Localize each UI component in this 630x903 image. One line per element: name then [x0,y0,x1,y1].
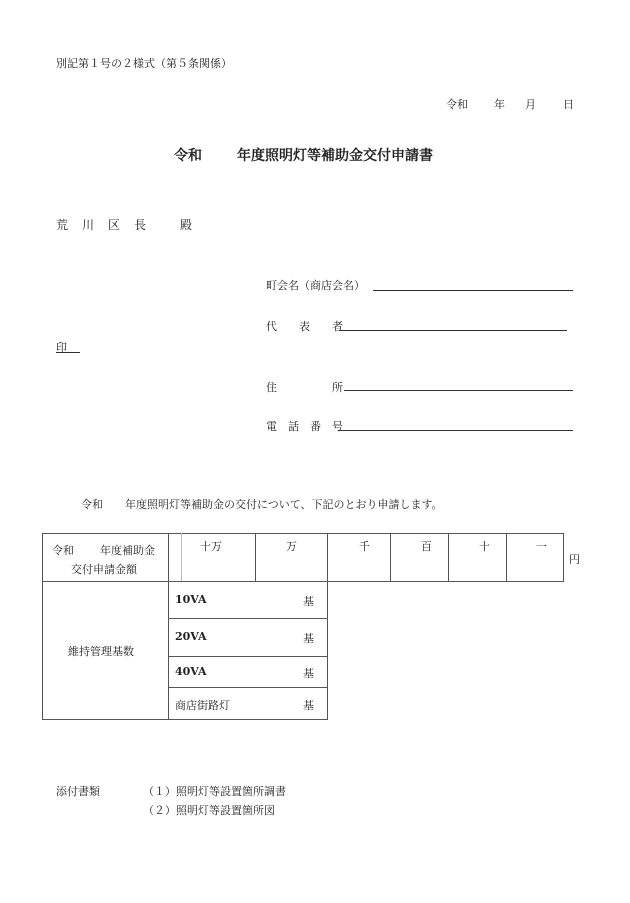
digit-input-ten-thousand[interactable] [256,553,326,580]
digit-header-ten: 十 [479,540,490,553]
digit-header-hundred-thousand: 十万 [200,540,222,553]
maintenance-unit: 基 [303,667,314,680]
currency-unit: 円 [569,553,580,566]
digit-input-hundred[interactable] [391,553,447,580]
attachment-item: （１）照明灯等設置箇所調書 [143,785,286,798]
table-border-bottom [42,719,328,720]
digit-input-hundred-thousand[interactable] [182,553,254,580]
digit-input-one[interactable] [507,553,562,580]
digit-header-one: 一 [536,540,547,553]
digit-input-thousand[interactable] [328,553,389,580]
statement-era: 令和 [81,498,103,511]
representative-label: 代 表 者 [266,320,343,333]
address-label: 住 所 [266,381,343,394]
statement-text: 年度照明灯等補助金の交付について、下記のとおり申請します。 [125,498,443,511]
digit-header-hundred: 百 [421,540,432,553]
attachments-label: 添付書類 [56,785,100,798]
maintenance-unit: 基 [303,632,314,645]
digit-header-thousand: 千 [359,540,370,553]
phone-label: 電 話 番 号 [266,420,343,433]
maintenance-unit: 基 [303,595,314,608]
maintenance-type: 商店街路灯 [175,699,230,712]
form-reference: 別記第１号の２様式（第５条関係） [56,57,232,70]
table-col-divider [168,533,169,720]
seal-label: 印 [56,341,67,354]
representative-field[interactable] [339,330,567,331]
table-border-top [42,533,564,534]
seal-underline [56,352,80,353]
date-month-label: 月 [525,98,536,111]
amount-label-era: 令和 [52,544,74,557]
addressee-name: 荒 川 区 長 [56,218,148,232]
town-association-field[interactable] [373,290,573,291]
table-row-divider [168,618,328,619]
table-border-left [42,533,43,720]
table-row-divider [42,581,564,582]
town-association-label: 町会名（商店会名） [266,279,365,292]
digit-header-ten-thousand: 万 [286,540,297,553]
addressee-honorific: 殿 [180,218,193,232]
table-row-divider [168,656,328,657]
attachment-item: （２）照明灯等設置箇所図 [143,804,275,817]
digit-input-ten[interactable] [449,553,505,580]
title-era: 令和 [174,148,202,164]
table-row-divider [168,687,328,688]
address-field[interactable] [344,390,573,391]
maintenance-unit: 基 [303,699,314,712]
table-border-right [563,533,564,581]
phone-field[interactable] [338,430,573,431]
maintenance-type: 10VA [175,593,207,606]
date-era: 令和 [446,98,468,111]
date-year-label: 年 [494,98,505,111]
amount-label-line2: 交付申請金額 [71,563,137,576]
date-day-label: 日 [563,98,574,111]
maintenance-type: 20VA [175,630,207,643]
maintenance-type: 40VA [175,665,207,678]
title-text: 年度照明灯等補助金交付申請書 [237,148,433,164]
maintenance-label: 維持管理基数 [68,645,134,658]
amount-label-text: 年度補助金 [100,544,155,557]
